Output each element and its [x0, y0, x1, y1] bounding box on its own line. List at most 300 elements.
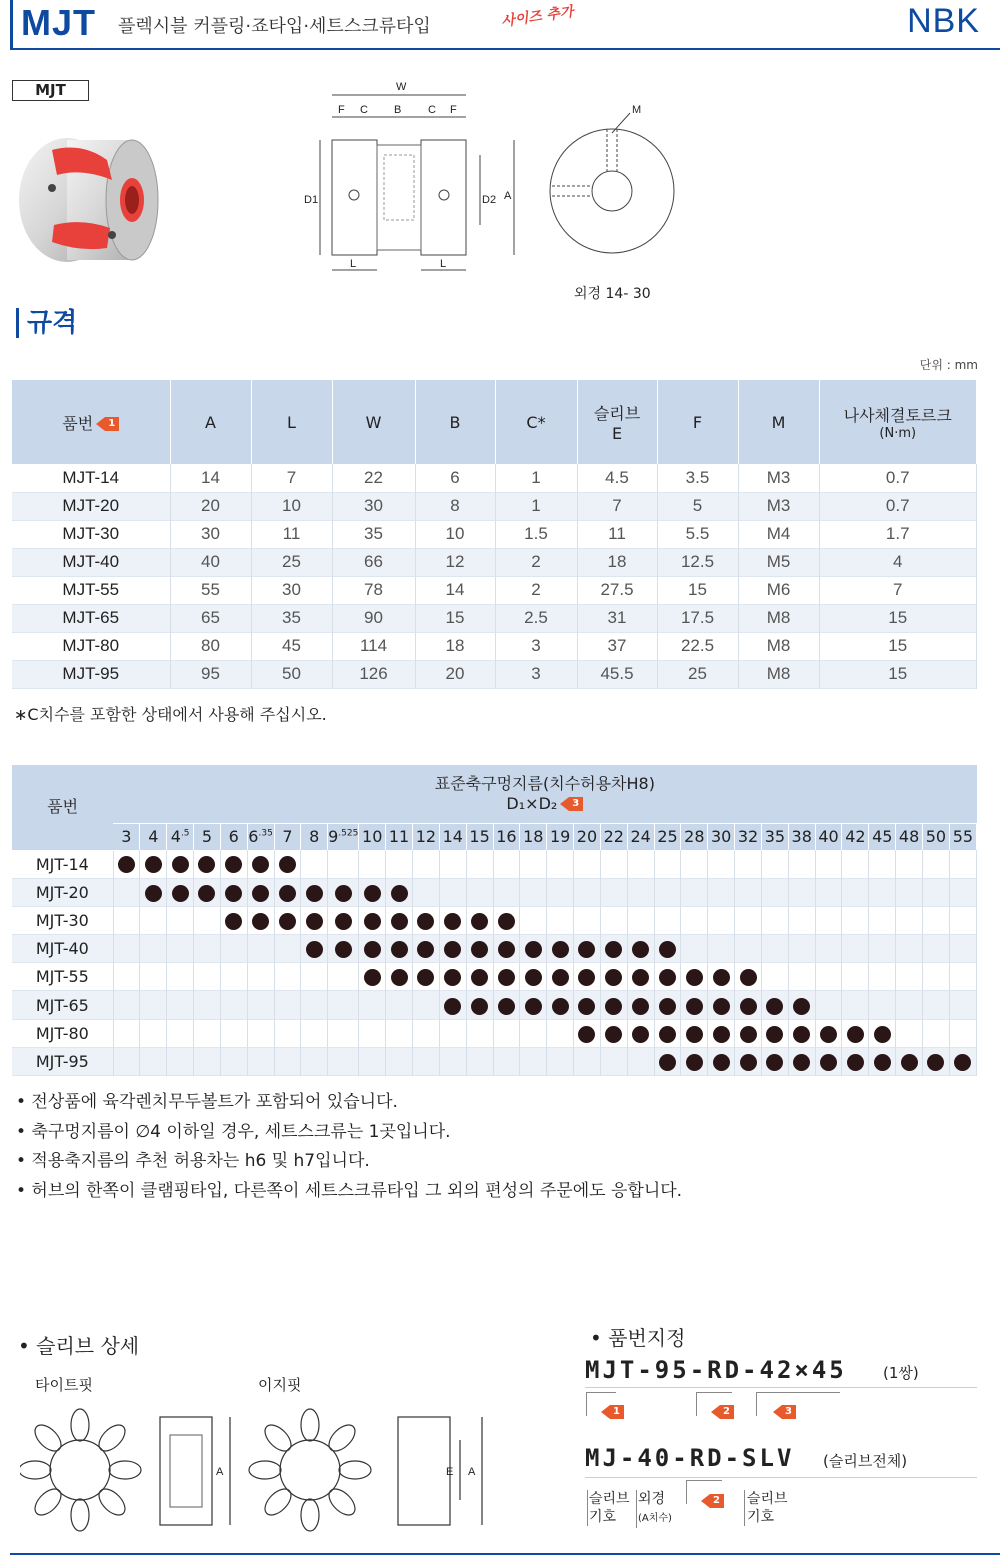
bore-cell [654, 1019, 681, 1047]
bore-cell [140, 963, 167, 991]
bore-cell [815, 906, 842, 934]
bore-cell [654, 878, 681, 906]
spec-value-cell: 80 [170, 632, 251, 660]
available-dot-icon [686, 998, 703, 1015]
bore-cell [167, 906, 194, 934]
bore-cell [627, 935, 654, 963]
spec-value-cell: 8 [415, 492, 495, 520]
part-number-cell: MJT-95 [12, 1047, 113, 1075]
spec-value-cell: 7 [251, 464, 332, 492]
bore-cell [274, 991, 301, 1019]
part-number-cell: MJT-40 [12, 548, 170, 576]
bore-cell [520, 878, 547, 906]
bore-cell [274, 935, 301, 963]
spec-value-cell: 22 [332, 464, 415, 492]
bore-cell [386, 1019, 413, 1047]
bore-cell [220, 1019, 247, 1047]
available-dot-icon [686, 1054, 703, 1071]
bore-cell [842, 963, 869, 991]
bore-cell [520, 935, 547, 963]
available-dot-icon [417, 969, 434, 986]
header-model: MJT [21, 2, 96, 43]
bore-cell [896, 850, 923, 878]
bore-cell [493, 991, 520, 1019]
bore-title-header: 표준축구멍지름(치수허용차H8) D₁×D₂ 3 [113, 765, 976, 823]
spec-value-cell: 20 [415, 660, 495, 688]
spec-value-cell: M8 [738, 632, 819, 660]
spec-value-cell: 90 [332, 604, 415, 632]
bore-cell [466, 1047, 493, 1075]
available-dot-icon [605, 969, 622, 986]
spec-value-cell: 22.5 [657, 632, 738, 660]
available-dot-icon [793, 1026, 810, 1043]
tight-fit-label: 타이트핏 [35, 1376, 93, 1394]
spec-value-cell: 5 [657, 492, 738, 520]
bore-cell [681, 991, 708, 1019]
bore-cell [167, 850, 194, 878]
part-number-cell: MJT-14 [12, 850, 113, 878]
bore-pn-header: 품번 [12, 765, 113, 850]
bore-cell [949, 991, 976, 1019]
bore-cell [220, 850, 247, 878]
bore-cell [842, 991, 869, 1019]
available-dot-icon [444, 913, 461, 930]
spec-value-cell: 15 [657, 576, 738, 604]
available-dot-icon [686, 969, 703, 986]
spec-value-cell: M8 [738, 604, 819, 632]
bore-size-header: 38 [788, 823, 815, 850]
available-dot-icon [605, 941, 622, 958]
available-dot-icon [364, 913, 381, 930]
spec-value-cell: 14 [170, 464, 251, 492]
available-dot-icon [793, 998, 810, 1015]
note-item: • 허브의 한쪽이 클램핑타입, 다른쪽이 세트스크류타입 그 외의 편성의 주문에도 응합니다. [16, 1180, 683, 1201]
product-photo [12, 120, 167, 275]
spec-value-cell: 15 [415, 604, 495, 632]
part-number-cell: MJT-20 [12, 878, 113, 906]
bore-cell [923, 1047, 950, 1075]
bore-cell [654, 1047, 681, 1075]
bore-cell [493, 878, 520, 906]
spec-value-cell: 15 [819, 660, 977, 688]
svg-text:F: F [450, 104, 457, 116]
bore-cell [301, 850, 328, 878]
available-dot-icon [225, 885, 242, 902]
bore-cell [681, 1019, 708, 1047]
available-dot-icon [417, 941, 434, 958]
svg-text:D2: D2 [482, 194, 497, 206]
bore-size-header: 12 [412, 823, 439, 850]
bore-size-header: 24 [627, 823, 654, 850]
bore-cell [167, 963, 194, 991]
bore-cell [359, 963, 386, 991]
bore-cell [896, 1019, 923, 1047]
bore-cell [788, 1019, 815, 1047]
bore-cell [627, 1019, 654, 1047]
spec-value-cell: 2.5 [495, 604, 577, 632]
bore-cell [466, 906, 493, 934]
bore-cell [869, 963, 896, 991]
bore-size-header: 55 [949, 823, 976, 850]
bore-cell [627, 1047, 654, 1075]
part-number-cell: MJT-30 [12, 520, 170, 548]
bore-cell [815, 963, 842, 991]
bore-size-header: 14 [439, 823, 466, 850]
table-row [12, 1047, 977, 1075]
available-dot-icon [874, 1054, 891, 1071]
available-dot-icon [901, 1054, 918, 1071]
bore-cell [600, 906, 627, 934]
spec-value-cell: 15 [819, 632, 977, 660]
available-dot-icon [713, 1026, 730, 1043]
spec-header-cell: W [332, 380, 415, 464]
spec-value-cell: 30 [251, 576, 332, 604]
available-dot-icon [471, 913, 488, 930]
available-dot-icon [444, 969, 461, 986]
table-row [12, 1019, 977, 1047]
available-dot-icon [498, 998, 515, 1015]
bore-size-header: 3 [113, 823, 140, 850]
bore-cell [949, 963, 976, 991]
bore-cell [140, 991, 167, 1019]
bore-cell [412, 1047, 439, 1075]
svg-text:B: B [394, 104, 402, 116]
bore-size-header: $6^{.35}$ [247, 823, 274, 850]
bore-cell [574, 1047, 601, 1075]
bore-cell [140, 906, 167, 934]
bore-cell [788, 878, 815, 906]
dim-w: W [396, 81, 407, 93]
bore-cell [654, 935, 681, 963]
bore-cell [654, 850, 681, 878]
bore-cell [274, 963, 301, 991]
bore-cell [386, 963, 413, 991]
bore-cell [547, 906, 574, 934]
bore-cell [167, 991, 194, 1019]
bore-cell [869, 906, 896, 934]
bore-cell [708, 850, 735, 878]
available-dot-icon [306, 913, 323, 930]
bore-cell [735, 906, 762, 934]
available-dot-icon [335, 941, 352, 958]
available-dot-icon [793, 1054, 810, 1071]
badge-2: 2 [720, 1405, 734, 1419]
available-dot-icon [552, 941, 569, 958]
bore-cell [654, 991, 681, 1019]
available-dot-icon [605, 998, 622, 1015]
bore-cell [923, 850, 950, 878]
spec-value-cell: 95 [170, 660, 251, 688]
available-dot-icon [118, 856, 135, 873]
bore-cell [301, 906, 328, 934]
spec-value-cell: 11 [577, 520, 657, 548]
svg-text:C: C [360, 104, 368, 116]
model-box: MJT [12, 80, 89, 101]
available-dot-icon [279, 913, 296, 930]
bore-cell [194, 878, 221, 906]
bore-cell [247, 935, 274, 963]
bore-cell [220, 906, 247, 934]
brand-logo: NBK [907, 2, 980, 40]
spec-header-cell: C* [495, 380, 577, 464]
table-row [12, 548, 977, 576]
bore-cell [412, 906, 439, 934]
bore-cell [359, 906, 386, 934]
bore-cell [140, 878, 167, 906]
bore-cell [466, 1019, 493, 1047]
available-dot-icon [766, 1054, 783, 1071]
bore-cell [815, 1019, 842, 1047]
spec-value-cell: 37 [577, 632, 657, 660]
bore-cell [220, 1047, 247, 1075]
easy-fit-label: 이지핏 [258, 1376, 302, 1394]
available-dot-icon [444, 941, 461, 958]
pn-desc-2: (슬리브전체) [823, 1452, 908, 1470]
bore-cell [761, 850, 788, 878]
bore-size-header: 11 [386, 823, 413, 850]
bore-cell [574, 963, 601, 991]
spec-value-cell: 14 [415, 576, 495, 604]
part-number-cell: MJT-14 [12, 464, 170, 492]
bore-cell [547, 1019, 574, 1047]
available-dot-icon [740, 1054, 757, 1071]
bore-cell [359, 1019, 386, 1047]
svg-text:E: E [446, 1466, 454, 1478]
bore-cell [247, 963, 274, 991]
bore-cell [466, 878, 493, 906]
bore-cell [301, 963, 328, 991]
bore-cell [167, 1047, 194, 1075]
available-dot-icon [364, 941, 381, 958]
bore-cell [386, 850, 413, 878]
spec-value-cell: 10 [415, 520, 495, 548]
bottom-rule [10, 1553, 1000, 1555]
available-dot-icon [954, 1054, 971, 1071]
bore-cell [194, 906, 221, 934]
bore-cell [247, 991, 274, 1019]
spec-value-cell: 45 [251, 632, 332, 660]
bore-cell [520, 1019, 547, 1047]
spec-value-cell: 20 [170, 492, 251, 520]
bore-size-header: 20 [574, 823, 601, 850]
table-row [12, 878, 977, 906]
available-dot-icon [632, 941, 649, 958]
bore-cell [412, 850, 439, 878]
available-dot-icon [306, 885, 323, 902]
available-dot-icon [820, 1054, 837, 1071]
bore-cell [600, 1019, 627, 1047]
bore-cell [247, 878, 274, 906]
available-dot-icon [552, 969, 569, 986]
part-number-cell: MJT-65 [12, 604, 170, 632]
bore-cell [167, 1019, 194, 1047]
bore-cell [600, 991, 627, 1019]
bore-cell [386, 991, 413, 1019]
available-dot-icon [335, 885, 352, 902]
bore-cell [301, 1019, 328, 1047]
bore-size-header: 15 [466, 823, 493, 850]
spec-value-cell: 18 [577, 548, 657, 576]
bore-cell [923, 963, 950, 991]
part-number-cell: MJT-65 [12, 991, 113, 1019]
part-number-cell: MJT-95 [12, 660, 170, 688]
pn-leader [756, 1392, 840, 1416]
part-number-cell: MJT-80 [12, 1019, 113, 1047]
bore-cell [493, 1047, 520, 1075]
bore-cell [949, 1047, 976, 1075]
available-dot-icon [659, 998, 676, 1015]
available-dot-icon [740, 969, 757, 986]
available-dot-icon [552, 998, 569, 1015]
spec-value-cell: 3.5 [657, 464, 738, 492]
spec-value-cell: 25 [251, 548, 332, 576]
bore-cell [869, 935, 896, 963]
bore-cell [328, 935, 359, 963]
bore-cell [574, 935, 601, 963]
available-dot-icon [498, 913, 515, 930]
technical-drawing [290, 75, 700, 305]
bore-cell [466, 935, 493, 963]
bore-cell [574, 878, 601, 906]
available-dot-icon [525, 969, 542, 986]
bore-cell [547, 935, 574, 963]
spec-value-cell: 3 [495, 660, 577, 688]
spec-value-cell: 7 [819, 576, 977, 604]
badge-3: 3 [569, 797, 583, 811]
bore-cell [140, 850, 167, 878]
bore-cell [574, 1019, 601, 1047]
spec-value-cell: 5.5 [657, 520, 738, 548]
available-dot-icon [740, 1026, 757, 1043]
spec-value-cell: M4 [738, 520, 819, 548]
bore-cell [301, 878, 328, 906]
bore-size-header: $4^{.5}$ [167, 823, 194, 850]
bore-cell [842, 850, 869, 878]
spec-value-cell: 18 [415, 632, 495, 660]
spec-value-cell: 6 [415, 464, 495, 492]
bore-cell [896, 963, 923, 991]
available-dot-icon [578, 941, 595, 958]
bore-cell [815, 935, 842, 963]
bore-cell [274, 878, 301, 906]
bore-cell [113, 935, 140, 963]
bore-cell [412, 878, 439, 906]
available-dot-icon [145, 856, 162, 873]
available-dot-icon [847, 1026, 864, 1043]
table-row [12, 492, 977, 520]
available-dot-icon [306, 941, 323, 958]
bore-cell [520, 963, 547, 991]
bore-cell [627, 963, 654, 991]
table-row [12, 850, 977, 878]
bore-size-header: 25 [654, 823, 681, 850]
spec-value-cell: 1.5 [495, 520, 577, 548]
svg-text:A: A [216, 1466, 224, 1478]
bore-cell [842, 935, 869, 963]
bore-cell [681, 935, 708, 963]
bore-cell [493, 906, 520, 934]
bore-cell [466, 991, 493, 1019]
bore-cell [328, 991, 359, 1019]
part-number-cell: MJT-55 [12, 963, 113, 991]
available-dot-icon [145, 885, 162, 902]
bore-cell [842, 1047, 869, 1075]
bore-cell [842, 1019, 869, 1047]
bore-cell [574, 850, 601, 878]
spec-value-cell: 12 [415, 548, 495, 576]
available-dot-icon [279, 856, 296, 873]
spec-header-cell: 슬리브 E [577, 380, 657, 464]
table-row [12, 935, 977, 963]
bore-cell [386, 1047, 413, 1075]
pn-qty: (1쌍) [883, 1364, 919, 1382]
spec-value-cell: 126 [332, 660, 415, 688]
unit-label: 단위 : mm [919, 358, 978, 372]
bore-cell [520, 850, 547, 878]
part-number-title: • 품번지정 [590, 1326, 686, 1350]
bore-cell [547, 878, 574, 906]
bore-cell [113, 878, 140, 906]
bore-cell [923, 878, 950, 906]
bore-cell [220, 878, 247, 906]
bore-cell [708, 1019, 735, 1047]
available-dot-icon [766, 1026, 783, 1043]
bore-cell [439, 1047, 466, 1075]
svg-text:A: A [504, 190, 512, 202]
bore-cell [301, 935, 328, 963]
bore-cell [220, 963, 247, 991]
available-dot-icon [364, 969, 381, 986]
spec-header-cell: M [738, 380, 819, 464]
bore-cell [735, 963, 762, 991]
table-row [12, 906, 977, 934]
pn-label-sleeve-2: 슬리브 기호 [744, 1490, 788, 1526]
bore-cell [220, 935, 247, 963]
bore-size-header: 4 [140, 823, 167, 850]
spec-value-cell: 10 [251, 492, 332, 520]
bore-cell [247, 906, 274, 934]
bore-size-header: 45 [869, 823, 896, 850]
badge-2-pn2: 2 [710, 1494, 724, 1508]
bore-cell [194, 991, 221, 1019]
bore-cell [735, 878, 762, 906]
available-dot-icon [225, 856, 242, 873]
bore-size-header: 5 [194, 823, 221, 850]
bore-cell [328, 850, 359, 878]
available-dot-icon [498, 941, 515, 958]
bore-cell [247, 1047, 274, 1075]
bore-cell [708, 963, 735, 991]
bore-cell [493, 935, 520, 963]
available-dot-icon [364, 885, 381, 902]
bore-cell [274, 1047, 301, 1075]
bore-cell [949, 850, 976, 878]
notes-list [16, 1088, 682, 1206]
available-dot-icon [659, 941, 676, 958]
bore-cell [359, 991, 386, 1019]
spec-header-cell: L [251, 380, 332, 464]
bore-cell [466, 850, 493, 878]
spec-value-cell: M3 [738, 492, 819, 520]
bore-cell [761, 906, 788, 934]
bore-cell [547, 991, 574, 1019]
bore-cell [788, 1047, 815, 1075]
spec-header-cell: F [657, 380, 738, 464]
bore-cell [600, 850, 627, 878]
bore-cell [949, 1019, 976, 1047]
bore-cell [788, 935, 815, 963]
available-dot-icon [252, 885, 269, 902]
